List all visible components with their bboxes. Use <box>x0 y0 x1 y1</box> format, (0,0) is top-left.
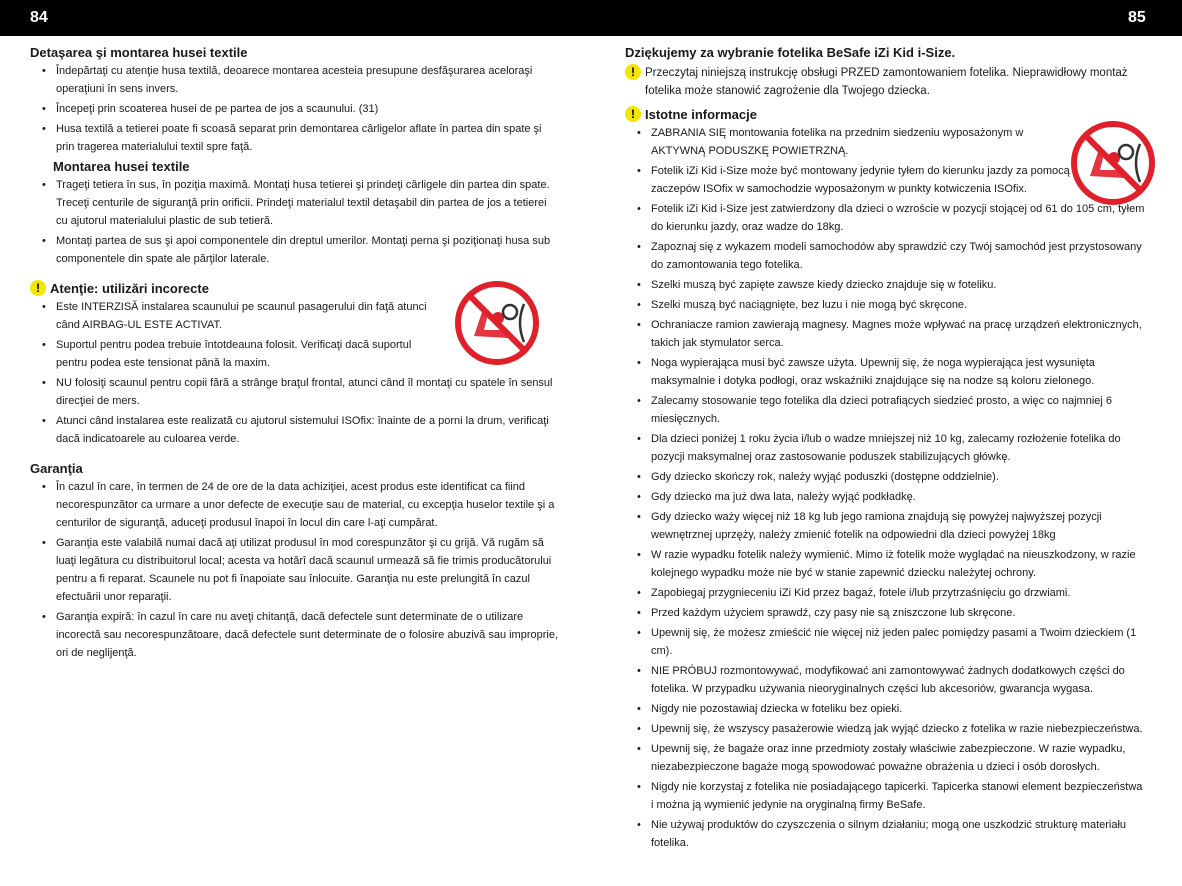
list-item: • Trageţi tetiera în sus, în poziţia maximă. Montaţi husa tetierei şi prindeţi cârligele din partea din spate. Treceţi centurile de siguranţă prin orificii. Prindeţi materialul textil detaşabil din partea de jos a tetierei cu ajutorul materialului plastic de sub tetieră. <box>42 176 560 230</box>
list-item: • NIE PRÓBUJ rozmontowywać, modyfikować ani zamontowywać żadnych dodatkowych części do fotelika. W przypadku używania nieoryginalnych części lub akcesoriów, gwarancja wygasa. <box>637 662 1145 698</box>
list-item: • Gdy dziecko ma już dwa lata, należy wyjąć podkładkę. <box>637 488 1145 506</box>
page-number-left: 84 <box>30 9 48 26</box>
list-item: • Gdy dziecko skończy rok, należy wyjąć poduszki (dostępne oddzielnie). <box>637 468 1145 486</box>
list-item: • Noga wypierająca musi być zawsze użyta. Upewnij się, że noga wypierająca jest wysunięta maksymalnie i dotyka podłogi, oraz wskaźniki znajdujące się na nodze są koloru zielonego. <box>637 354 1145 390</box>
list-item: • Montaţi partea de sus şi apoi componentele din dreptul umerilor. Montaţi perna şi poziţionaţi husa sub componentele din spate ale părţilor laterale. <box>42 232 560 268</box>
list-item: • NU folosiţi scaunul pentru copii fără a strânge braţul frontal, atunci când îl montaţi cu spatele în sensul direcţiei de mers. <box>42 374 560 410</box>
important-list <box>625 124 1145 852</box>
list-item: • Zalecamy stosowanie tego fotelika dla dzieci potrafiących siedzieć prosto, a więc co najmniej 6 miesięcznych. <box>637 392 1145 428</box>
list-item: • Garanţia este valabilă numai dacă aţi utilizat produsul în mod corespunzător şi cu grijă. Vă rugăm să luaţi legătura cu distribuitorul local; acesta va hotărî dacă scaunul urmează să fie trimis producătorului pentru a fi reparat. Scaunele nu pot fi înapoiate sau înlocuite. Garanţia nu este prelungită în cazul efectuării unor reparaţii. <box>42 534 560 606</box>
list-item: • Nie używaj produktów do czyszczenia o silnym działaniu; mogą one uszkodzić strukturę materiału fotelika. <box>637 816 1145 852</box>
list-item: • Zapobiegaj przygnieceniu iZi Kid przez bagaż, fotele i/lub przytrzaśnięciu go drzwiami. <box>637 584 1145 602</box>
important-title: Istotne informacje <box>645 107 757 122</box>
list-item: • Zapoznaj się z wykazem modeli samochodów aby sprawdzić czy Twój samochód jest przystosowany do zamontowania tego fotelika. <box>637 238 1145 274</box>
list-item: • Fotelik iZi Kid i-Size może być montowany jedynie tyłem do kierunku jazdy za pomocą zaczepów ISOfix w samochodzie wyposażonym w punkty kotwiczenia ISOfix. <box>637 162 1071 198</box>
list-item: • Upewnij się, że możesz zmieścić nie więcej niż jeden palec pomiędzy pasami a Twoim dzieckiem (1 cm). <box>637 624 1145 660</box>
list-item: • Suportul pentru podea trebuie întotdeauna folosit. Verificaţi dacă suportul pentru podea este tensionat până la maxim. <box>42 336 436 372</box>
warning-title: Atenţie: utilizări incorecte <box>50 281 209 296</box>
warning-exclamation-icon: ! <box>625 64 641 80</box>
list-item: • Nigdy nie pozostawiaj dziecka w foteliku bez opieki. <box>637 700 1145 718</box>
section-title-guarantee: Garanţia <box>30 461 83 476</box>
no-airbag-prohibition-icon <box>1068 118 1158 208</box>
page-number-right: 85 <box>1128 9 1146 26</box>
mount-cover-list <box>30 176 560 268</box>
list-item: • Atunci când instalarea este realizată cu ajutorul sistemului ISOfix: înainte de a porni la drum, verificaţi dacă indicatoarele au culoarea verde. <box>42 412 560 448</box>
list-item: • Fotelik iZi Kid i-Size jest zatwierdzony dla dzieci o wzroście w pozycji stojącej od 61 do 105 cm, tyłem do kierunku jazdy, oraz wadze do 18kg. <box>637 200 1145 236</box>
list-item: • Îndepărtaţi cu atenţie husa textilă, deoarece montarea acesteia presupune desfăşurarea aceloraşi operaţiuni în sens invers. <box>42 62 560 98</box>
page-header-bar <box>0 0 1182 36</box>
list-item: • Przed każdym użyciem sprawdź, czy pasy nie są zniszczone lub skręcone. <box>637 604 1145 622</box>
list-item: • Dla dzieci poniżej 1 roku życia i/lub o wadze mniejszej niż 10 kg, zalecamy rozłożenie fotelika do pozycji maksymalnej oraz zastosowanie poduszek stabilizujących główkę. <box>637 430 1145 466</box>
important-heading <box>625 106 1145 124</box>
warning-exclamation-icon: ! <box>30 280 46 296</box>
right-column <box>625 44 1145 854</box>
intro-text: Przeczytaj niniejszą instrukcję obsługi PRZED zamontowaniem fotelika. Nieprawidłowy montaż fotelika może stanowić zagrożenie dla Twojego dziecka. <box>645 67 1128 97</box>
section-title-detach-cover: Detaşarea şi montarea husei textile <box>30 45 248 60</box>
list-item: • Szelki muszą być naciągnięte, bez luzu i nie mogą być skręcone. <box>637 296 1145 314</box>
guarantee-list <box>30 478 560 662</box>
list-item: • Garanţia expiră: în cazul în care nu aveţi chitanţă, dacă defectele sunt determinate de o utilizare incorectă sau necorespunzătoare, dacă defectele sunt determinate de o folosire abuzivă sau improprie, ori de neglijenţă. <box>42 608 560 662</box>
thanks-title: Dziękujemy za wybranie fotelika BeSafe iZi Kid i-Size. <box>625 45 956 60</box>
warning-exclamation-icon: ! <box>625 106 641 122</box>
list-item: • În cazul în care, în termen de 24 de ore de la data achiziţiei, acest produs este identificat ca fiind necorespunzător ca urmare a unor defecte de execuţie sau de material, cu excepţia huselor textile şi a centurilor de siguranţă, aduceţi produsul înapoi în locul din care l-aţi cumpărat. <box>42 478 560 532</box>
list-item: • Începeţi prin scoaterea husei de pe partea de jos a scaunului. (31) <box>42 100 560 118</box>
list-item: • Este INTERZISĂ instalarea scaunului pe scaunul pasagerului din faţă atunci când AIRBAG-UL ESTE ACTIVAT. <box>42 298 436 334</box>
list-item: • W razie wypadku fotelik należy wymienić. Mimo iż fotelik może wyglądać na nieuszkodzony, w razie kolejnego wypadku może nie być w stanie zapewnić dziecku należytej ochrony. <box>637 546 1145 582</box>
list-item: • Husa textilă a tetierei poate fi scoasă separat prin demontarea cârligelor aflate în partea din spate şi prin tragerea materialului textil spre faţă. <box>42 120 560 156</box>
list-item: • Szelki muszą być zapięte zawsze kiedy dziecko znajduje się w foteliku. <box>637 276 1145 294</box>
list-item: • Upewnij się, że wszyscy pasażerowie wiedzą jak wyjąć dziecko z fotelika w razie niebezpieczeństwa. <box>637 720 1145 738</box>
list-item: • Gdy dziecko waży więcej niż 18 kg lub jego ramiona znajdują się powyżej najwyższej pozycji wewnętrznej uprzęży, należy zmienić fotelik na odpowiedni dla dzieci powyżej 18kg <box>637 508 1145 544</box>
no-airbag-prohibition-icon <box>452 278 542 368</box>
list-item: • ZABRANIA SIĘ montowania fotelika na przednim siedzeniu wyposażonym w AKTYWNĄ PODUSZKĘ POWIETRZNĄ. <box>637 124 1046 160</box>
detach-cover-list <box>30 62 560 156</box>
list-item: • Upewnij się, że bagaże oraz inne przedmioty zostały właściwie zabezpieczone. W razie wypadku, niezabezpieczone bagaże mogą spowodować poważne obrażenia u dzieci i osób dorosłych. <box>637 740 1145 776</box>
section-title-mount-cover: Montarea husei textile <box>53 159 190 174</box>
list-item: • Nigdy nie korzystaj z fotelika nie posiadającego tapicerki. Tapicerka stanowi element bezpieczeństwa i można ją wymienić jedynie na oryginalną firmy BeSafe. <box>637 778 1145 814</box>
intro-paragraph <box>625 64 1145 100</box>
list-item: • Ochraniacze ramion zawierają magnesy. Magnes może wpływać na pracę urządzeń elektronicznych, takich jak stymulator serca. <box>637 316 1145 352</box>
